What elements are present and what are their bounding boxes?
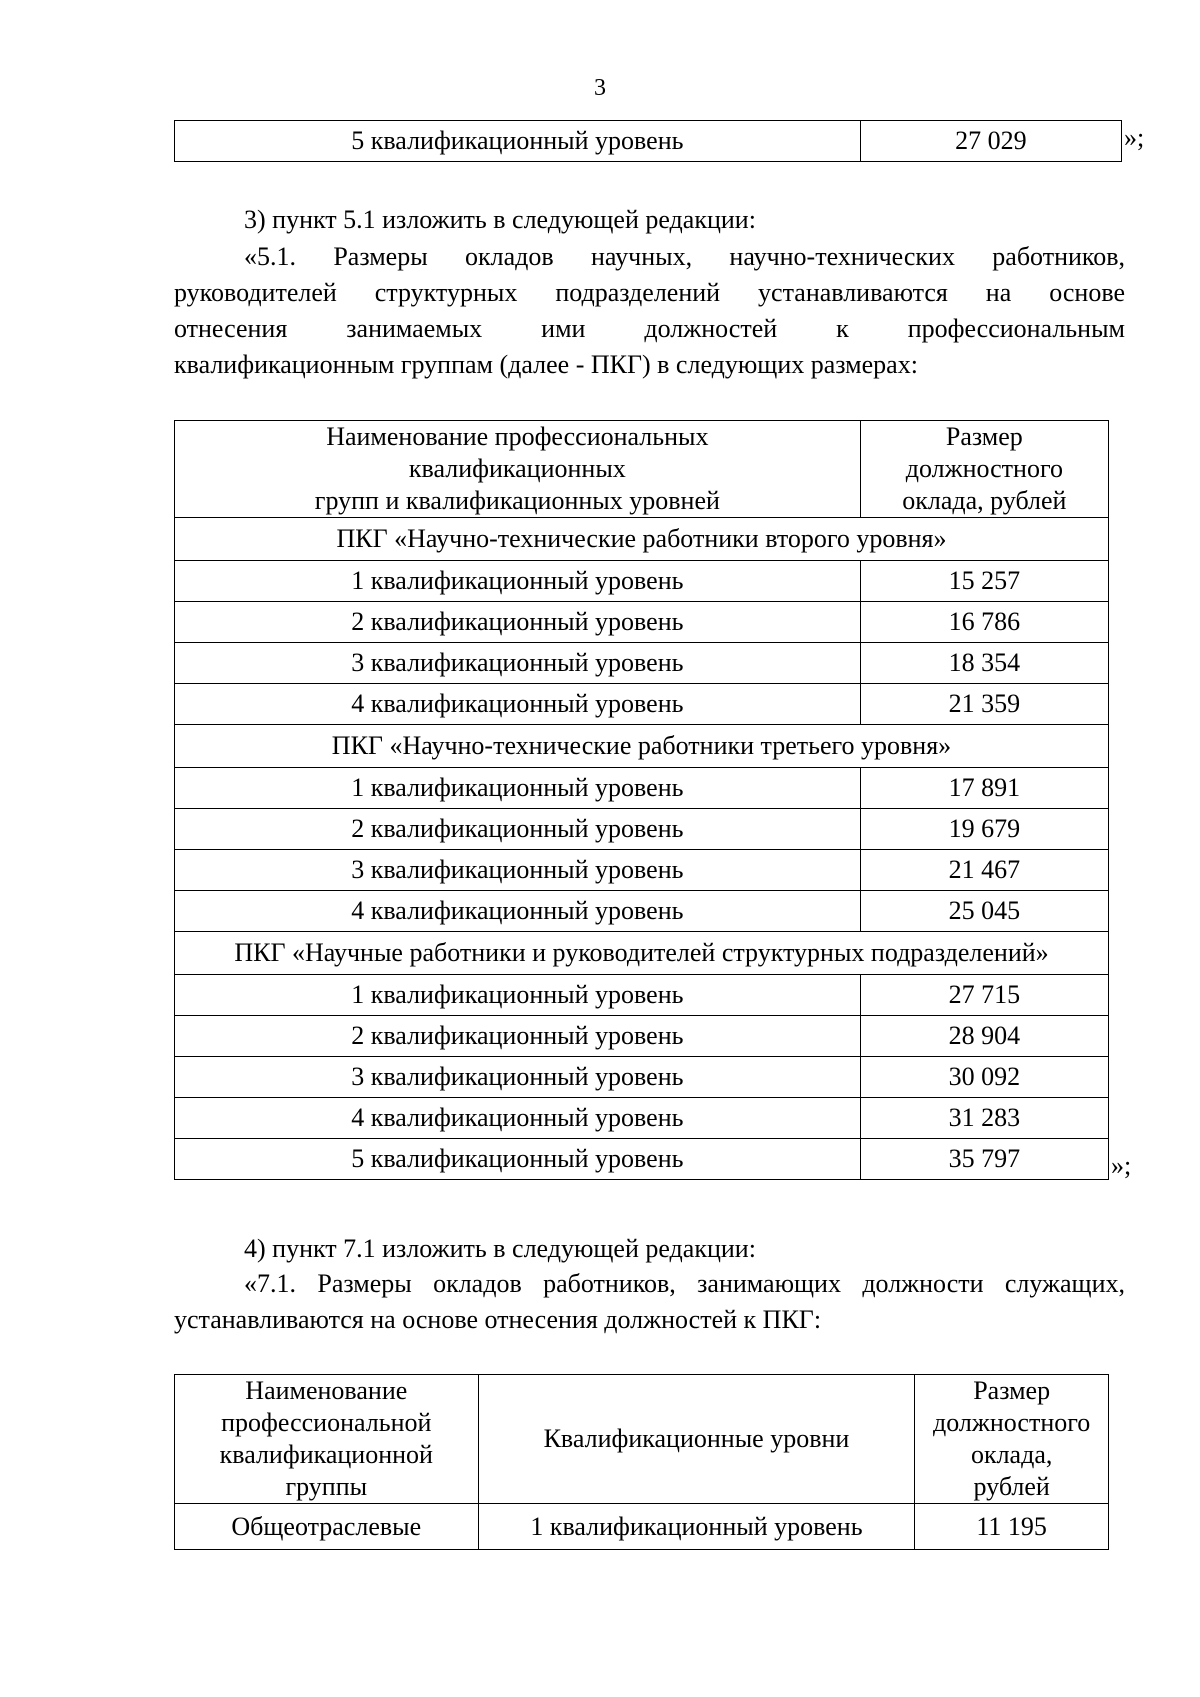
table-row <box>175 1098 1109 1139</box>
header-line: квалификационных <box>408 454 626 483</box>
value-cell: 21 467 <box>860 850 1108 891</box>
table-row <box>175 1016 1109 1057</box>
value-cell: 27 715 <box>860 975 1108 1016</box>
value-cell: 30 092 <box>860 1057 1108 1098</box>
level-cell: 4 квалификационный уровень <box>175 1098 861 1139</box>
level-cell: 5 квалификационный уровень <box>175 1139 861 1180</box>
level-cell: 4 квалификационный уровень <box>175 684 861 725</box>
table-row <box>175 891 1109 932</box>
group-row <box>175 932 1109 975</box>
section-4-heading: 4) пункт 7.1 изложить в следующей редакции: <box>244 1234 756 1263</box>
level-cell: 3 квалификационный уровень <box>175 643 861 684</box>
value-cell: 19 679 <box>860 809 1108 850</box>
header-line: Наименование профессиональных <box>326 422 709 451</box>
table-row <box>175 809 1109 850</box>
header-line: должностного <box>933 1408 1091 1437</box>
group-title: ПКГ «Научные работники и руководителей структурных подразделений» <box>175 932 1109 975</box>
value-cell: 25 045 <box>860 891 1108 932</box>
header-line: оклада, <box>970 1440 1053 1469</box>
value-cell: 11 195 <box>915 1504 1109 1550</box>
value-cell: 28 904 <box>860 1016 1108 1057</box>
table-header-row <box>175 421 1109 518</box>
table-row <box>175 684 1109 725</box>
header-group-cell <box>175 1375 479 1504</box>
level-cell: 1 квалификационный уровень <box>175 561 861 602</box>
value-cell: 35 797 <box>860 1139 1108 1180</box>
header-line: Размер <box>945 422 1023 451</box>
header-line: групп и квалификационных уровней <box>314 486 720 515</box>
paragraph-line: руководителей структурных подразделений устанавливаются на основе <box>174 278 1125 307</box>
header-value-cell <box>860 421 1108 518</box>
level-cell: 3 квалификационный уровень <box>175 850 861 891</box>
table-row <box>175 643 1109 684</box>
value-cell: 16 786 <box>860 602 1108 643</box>
table-row <box>175 1139 1109 1180</box>
table-row <box>175 1504 1109 1550</box>
group-row <box>175 725 1109 768</box>
header-line: оклада, рублей <box>902 486 1067 515</box>
header-line: профессиональной <box>221 1408 432 1437</box>
level-cell: 2 квалификационный уровень <box>175 602 861 643</box>
group-title: ПКГ «Научно-технические работники второго уровня» <box>175 518 1109 561</box>
section-3-paragraph <box>174 239 1125 383</box>
level-cell: 1 квалификационный уровень <box>175 975 861 1016</box>
header-levels-cell: Квалификационные уровни <box>478 1375 915 1504</box>
table-row <box>175 121 1122 162</box>
salary-table-employees <box>174 1374 1109 1550</box>
table-row <box>175 1057 1109 1098</box>
header-line: группы <box>285 1472 368 1501</box>
paragraph-line: устанавливаются на основе отнесения должностей к ПКГ: <box>174 1305 822 1334</box>
paragraph-line: отнесения занимаемых ими должностей к профессиональным <box>174 314 1125 343</box>
header-line: Наименование <box>245 1376 408 1405</box>
header-line: рублей <box>973 1472 1050 1501</box>
header-value-cell <box>915 1375 1109 1504</box>
level-cell: 2 квалификационный уровень <box>175 1016 861 1057</box>
level-cell: 1 квалификационный уровень <box>478 1504 915 1550</box>
level-cell: 2 квалификационный уровень <box>175 809 861 850</box>
salary-table-continuation <box>174 120 1122 162</box>
section-3-heading: 3) пункт 5.1 изложить в следующей редакции: <box>244 205 756 234</box>
table-row <box>175 602 1109 643</box>
value-cell: 27 029 <box>860 121 1121 162</box>
group-row <box>175 518 1109 561</box>
group-cell: Общеотраслевые <box>175 1504 479 1550</box>
level-cell: 3 квалификационный уровень <box>175 1057 861 1098</box>
header-line: должностного <box>905 454 1063 483</box>
value-cell: 17 891 <box>860 768 1108 809</box>
table-header-row <box>175 1375 1109 1504</box>
salary-table-scientific <box>174 420 1109 1180</box>
value-cell: 15 257 <box>860 561 1108 602</box>
page-number: 3 <box>594 75 606 101</box>
paragraph-line: «7.1. Размеры окладов работников, занимающих должности служащих, <box>244 1269 1125 1298</box>
header-line: Размер <box>973 1376 1051 1405</box>
level-cell: 4 квалификационный уровень <box>175 891 861 932</box>
closing-quote: »; <box>1124 123 1145 152</box>
table-row <box>175 768 1109 809</box>
value-cell: 21 359 <box>860 684 1108 725</box>
header-name-cell <box>175 421 861 518</box>
value-cell: 31 283 <box>860 1098 1108 1139</box>
paragraph-line: квалификационным группам (далее - ПКГ) в следующих размерах: <box>174 350 918 379</box>
level-cell: 1 квалификационный уровень <box>175 768 861 809</box>
table-row <box>175 975 1109 1016</box>
group-title: ПКГ «Научно-технические работники третьего уровня» <box>175 725 1109 768</box>
value-cell: 18 354 <box>860 643 1108 684</box>
table-row <box>175 561 1109 602</box>
paragraph-line: «5.1. Размеры окладов научных, научно-технических работников, <box>244 242 1125 271</box>
level-cell: 5 квалификационный уровень <box>175 121 861 162</box>
header-line: квалификационной <box>219 1440 433 1469</box>
table-row <box>175 850 1109 891</box>
section-4-paragraph <box>174 1266 1125 1338</box>
closing-quote: »; <box>1111 1151 1132 1180</box>
